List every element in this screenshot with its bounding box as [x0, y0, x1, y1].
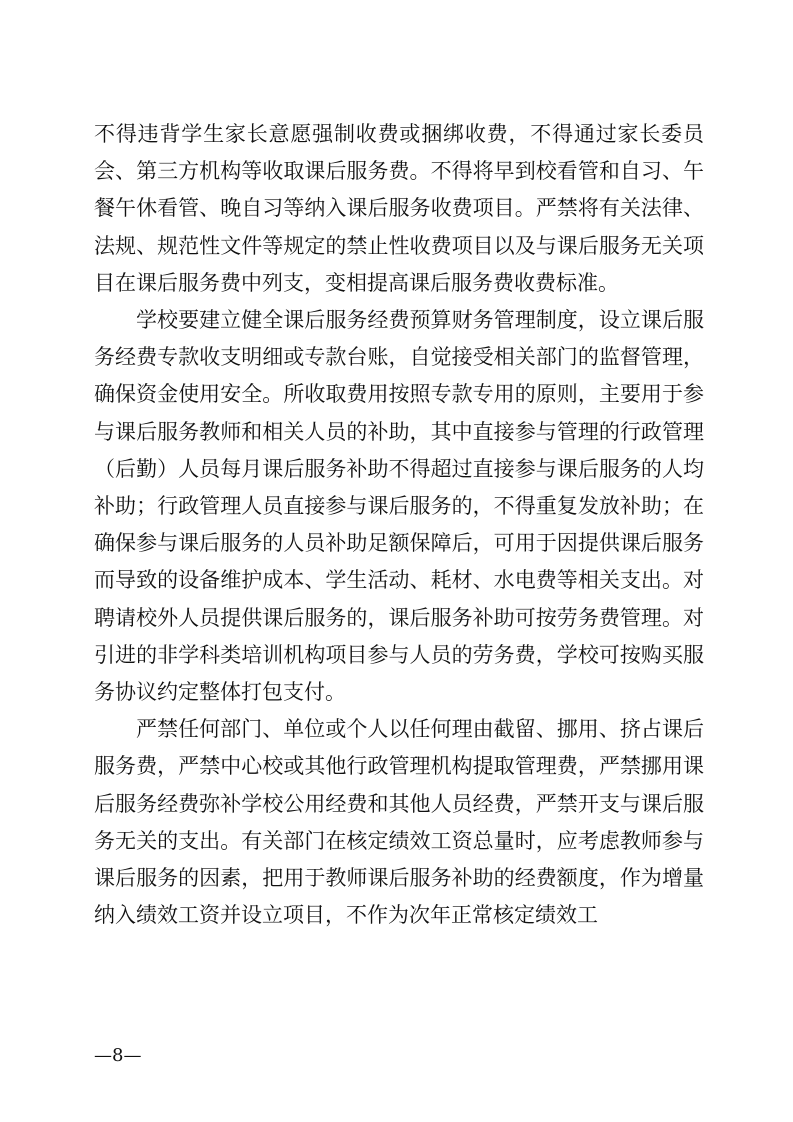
- paragraph-continued: 不得违背学生家长意愿强制收费或捆绑收费，不得通过家长委员会、第三方机构等收取课后服务费。不得将早到校看管和自习、午餐午休看管、晚自习等纳入课后服务收费项目。严禁将有关法律、法规、规范性文件等规定的禁止性收费项目以及与课后服务无关项目在课后服务费中列支，变相提高课后服务费收费标准。: [94, 122, 704, 295]
- paragraph-prohibitions: 严禁任何部门、单位或个人以任何理由截留、挪用、挤占课后服务费，严禁中心校或其他行政管理机构提取管理费，严禁挪用课后服务经费弥补学校公用经费和其他人员经费，严禁开支与课后服务无关的支出。有关部门在核定绩效工资总量时，应考虑教师参与课后服务的因素，把用于教师课后服务补助的经费额度，作为增量纳入绩效工资并设立项目，不作为次年正常核定绩效工: [94, 717, 704, 928]
- document-body: [94, 116, 704, 934]
- paragraph-budget-management: 学校要建立健全课后服务经费预算财务管理制度，设立课后服务经费专款收支明细或专款台账，自觉接受相关部门的监督管理，确保资金使用安全。所收取费用按照专款专用的原则，主要用于参与课后服务教师和相关人员的补助，其中直接参与管理的行政管理（后勤）人员每月课后服务补助不得超过直接参与课后服务的人均补助；行政管理人员直接参与课后服务的，不得重复发放补助；在确保参与课后服务的人员补助足额保障后，可用于因提供课后服务而导致的设备维护成本、学生活动、耗材、水电费等相关支出。对聘请校外人员提供课后服务的，课后服务补助可按劳务费管理。对引进的非学科类培训机构项目参与人员的劳务费，学校可按购买服务协议约定整体打包支付。: [94, 308, 704, 705]
- page-number: —8—: [94, 1045, 142, 1066]
